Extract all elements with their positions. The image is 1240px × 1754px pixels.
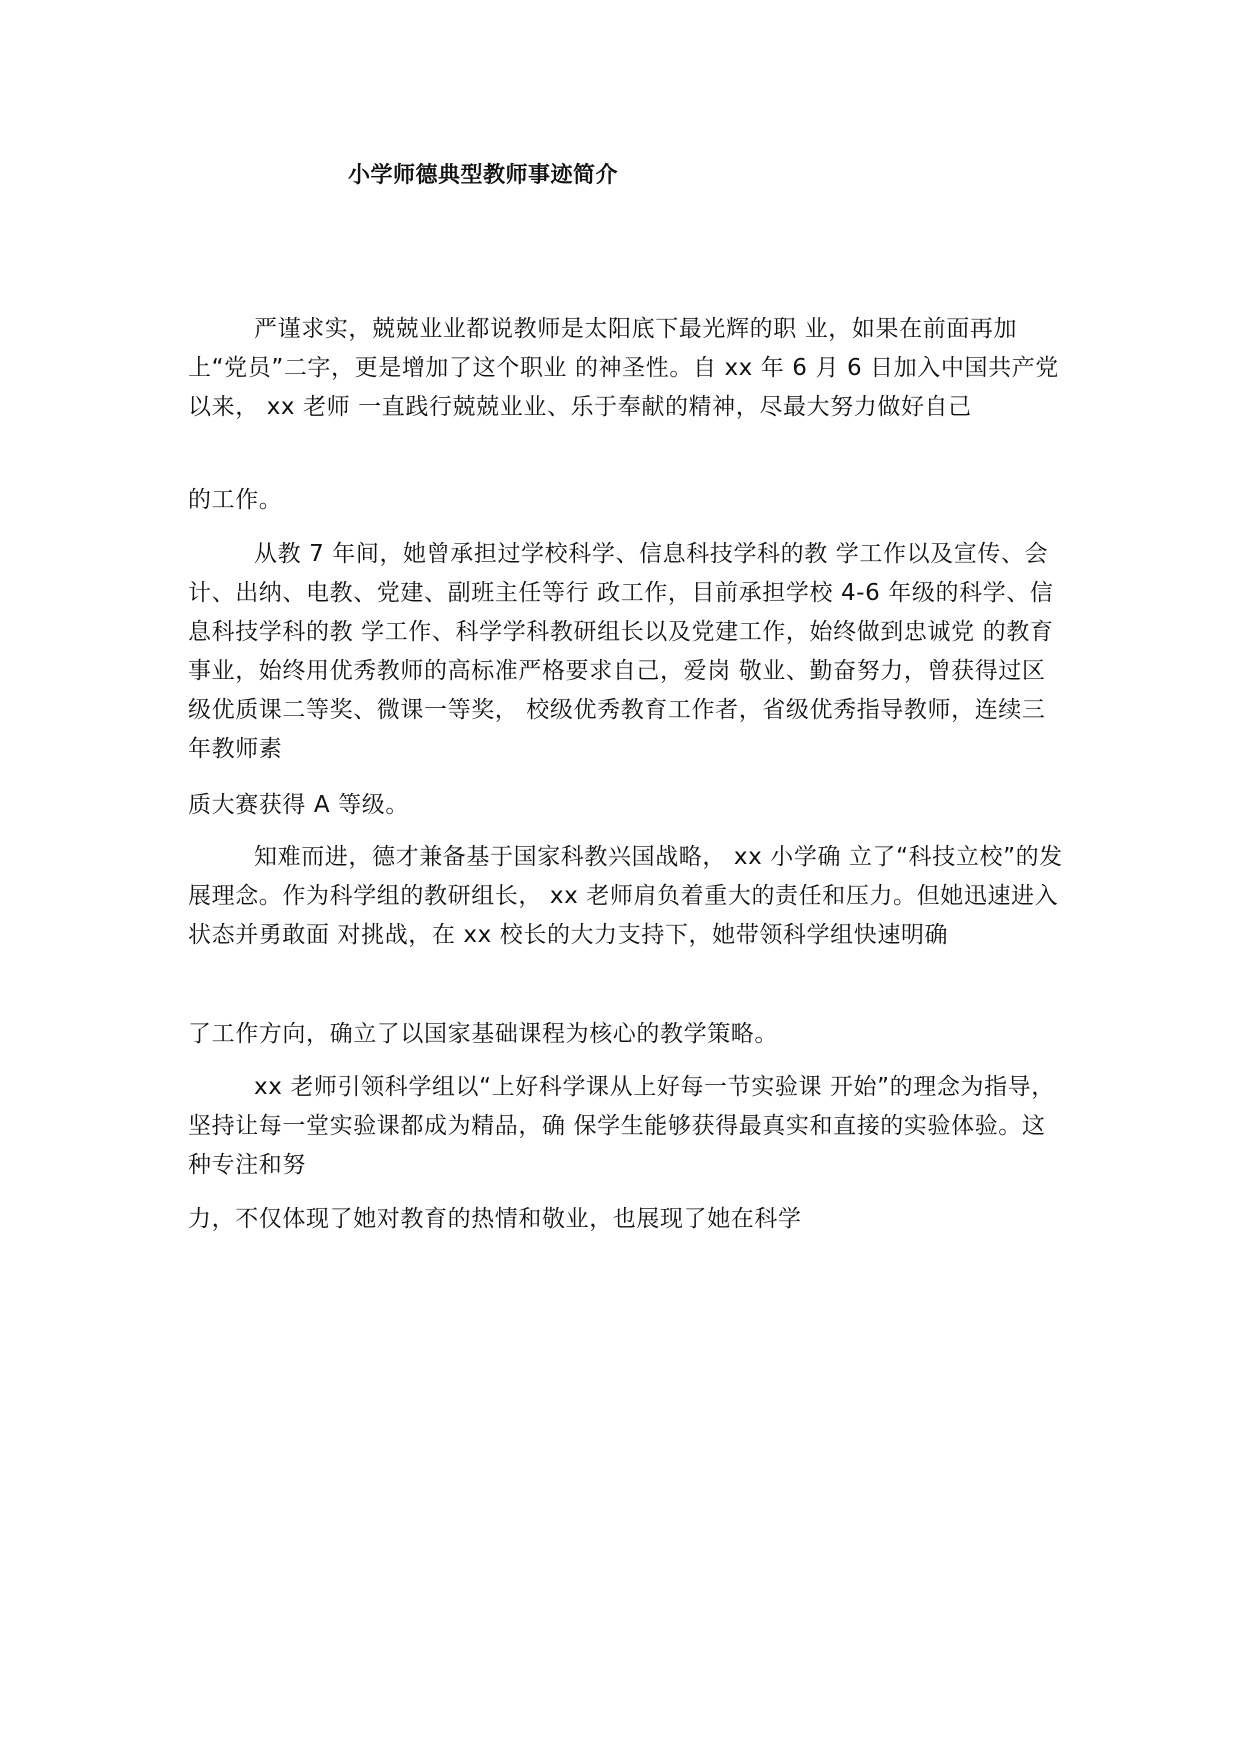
body-paragraph-1 bbox=[188, 310, 1068, 427]
paragraph: 质大赛获得 A 等级。 bbox=[188, 792, 409, 818]
paragraph: 严谨求实，兢兢业业都说教师是太阳底下最光辉的职 业，如果在前面再加上“党员”二字，更是增加了这个职业 的神圣性。自 xx 年 6 月 6 日加入中国共产党以来， xx 老师 一直践行兢兢业业、乐于奉献的精神，尽最大努力做好自己 bbox=[188, 316, 1059, 420]
paragraph: 从教 7 年间，她曾承担过学校科学、信息科技学科的教 学工作以及宣传、会计、出纳、电教、党建、副班主任等行 政工作，目前承担学校 4-6 年级的科学、信息科技学科的教 学工作、科学学科教研组长以及党建工作，始终做到忠诚党 的教育事业，始终用优秀教师的高标准严格要求自己，爱岗 敬业、勤奋努力，曾获得过区级优质课二等奖、微课一等奖， 校级优秀教育工作者，省级优秀指导教师，连续三年教师素 bbox=[188, 541, 1054, 762]
page-title: 小学师德典型教师事迹简介 bbox=[348, 163, 619, 188]
body-paragraph-4 bbox=[188, 786, 1068, 825]
body-paragraph-7 bbox=[188, 1068, 1068, 1185]
paragraph: 知难而进，德才兼备基于国家科教兴国战略， xx 小学确 立了“科技立校”的发展理念。作为科学组的教研组长， xx 老师肩负着重大的责任和压力。但她迅速进入状态并勇敢面 对挑战，在 xx 校长的大力支持下，她带领科学组快速明确 bbox=[188, 844, 1063, 948]
body-paragraph-3 bbox=[188, 535, 1068, 769]
body-paragraph-5 bbox=[188, 838, 1068, 955]
body-paragraph-2 bbox=[188, 481, 1068, 520]
paragraph: 力，不仅体现了她对教育的热情和敬业，也展现了她在科学 bbox=[188, 1206, 802, 1232]
body-paragraph-8 bbox=[188, 1200, 1068, 1239]
paragraph: xx 老师引领科学组以“上好科学课从上好每一节实验课 开始”的理念为指导，坚持让每一堂实验课都成为精品，确 保学生能够获得最真实和直接的实验体验。这种专注和努 bbox=[188, 1074, 1055, 1178]
body-paragraph-6 bbox=[188, 1015, 1068, 1054]
paragraph: 的工作。 bbox=[188, 487, 283, 513]
paragraph: 了工作方向，确立了以国家基础课程为核心的教学策略。 bbox=[188, 1021, 778, 1047]
